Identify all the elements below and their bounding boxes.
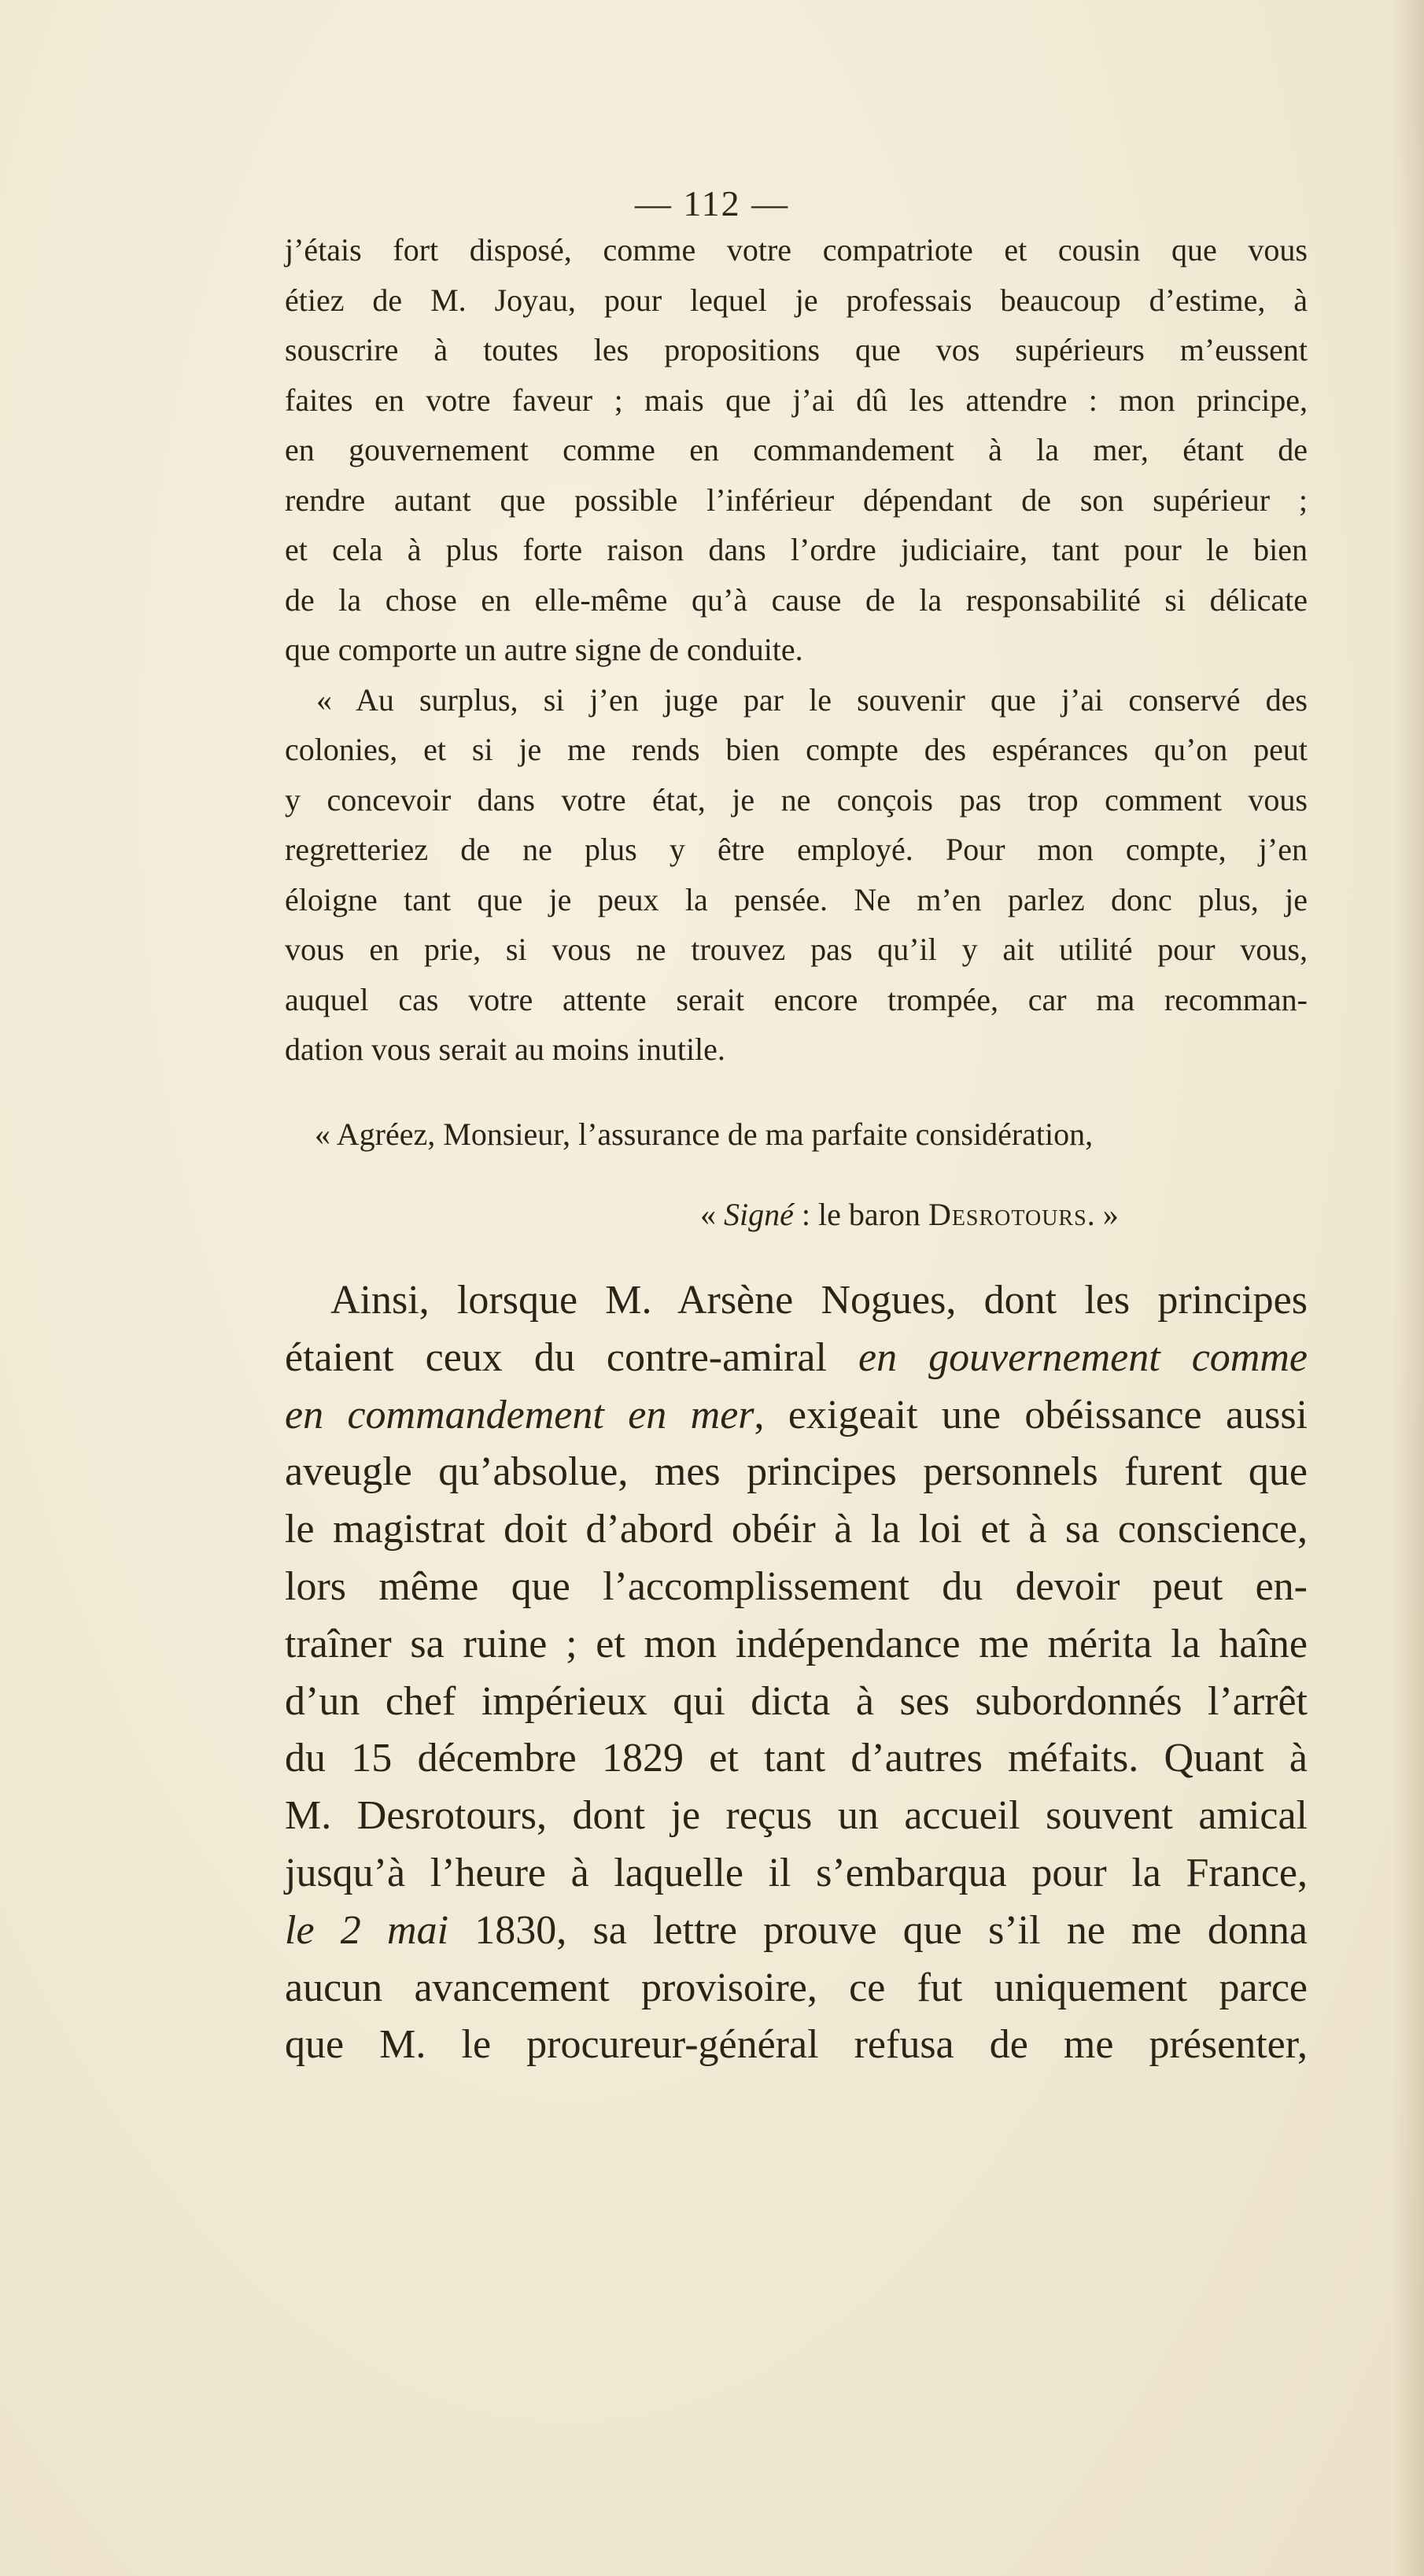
main-line [285,1330,1308,1387]
letter-line: et cela à plus forte raison dans l’ordre judiciaire, tant pour le bien [285,532,1308,567]
letter-closing: « Agréez, Monsieur, l’assurance de ma parfaite considération, [315,1116,1094,1152]
letter-line: que comporte un autre signe de conduite. [285,632,803,667]
main-line: lors même que l’accomplissement du devoir peut en- [285,1563,1308,1609]
letter-line: y concevoir dans votre état, je ne conçois pas trop comment vous [285,781,1308,817]
main-line: aveugle qu’absolue, mes principes personnels furent que [285,1449,1308,1495]
letter-line: faites en votre faveur ; mais que j’ai dû les attendre : mon principe, [285,382,1308,418]
letter-line: « Au surplus, si j’en juge par le souvenir que j’ai conservé des [316,681,1308,718]
main-line-text: Ainsi, lorsque M. Arsène Nogues, dont les principes [330,1278,1308,1323]
main-line: traîner sa ruine ; et mon indépendance me mérita la haîne [285,1621,1308,1666]
main-line-text: , exigeait une obéissance aussi [754,1392,1308,1437]
main-line [285,1902,1308,1960]
letter-line: de la chose en elle-même qu’à cause de la responsabilité si délicate [285,581,1308,618]
letter-body [285,225,1308,1075]
letter-line: éloigne tant que je peux la pensée. Ne m’en parlez donc plus, je [285,881,1308,917]
signature-colon: : le baron [793,1197,928,1232]
letter-line: rendre autant que possible l’inférieur dépendant de son supérieur ; [285,482,1308,518]
page-number: — 112 — [634,183,790,223]
main-line: jusqu’à l’heure à laquelle il s’embarqua pour la France, [285,1850,1308,1895]
signature-signe: Signé [724,1197,794,1232]
main-line: M. Desrotours, dont je reçus un accueil souvent amical [285,1793,1308,1839]
letter-line: vous en prie, si vous ne trouvez pas qu’il y ait utilité pour vous, [285,932,1308,967]
letter-line: étiez de M. Joyau, pour lequel je professais beaucoup d’estime, à [285,282,1308,318]
main-line-italic: en commandement en mer [285,1392,754,1437]
main-line-text: 1830, sa lettre prouve que s’il ne me donna [448,1907,1308,1953]
main-line-italic: en gouvernement comme [858,1334,1308,1380]
main-line: du 15 décembre 1829 et tant d’autres méfaits. Quant à [285,1736,1308,1781]
main-line: d’un chef impérieux qui dicta à ses subordonnés l’arrêt [285,1678,1308,1724]
letter-signature [700,1196,1119,1233]
letter-line: souscrire à toutes les propositions que vos supérieurs m’eussent [285,332,1308,367]
main-line [285,1272,1308,1330]
signature-name: Desrotours [928,1197,1087,1232]
main-line: aucun avancement provisoire, ce fut uniquement parce [285,1965,1308,2010]
main-line-text: étaient ceux du contre-amiral [285,1334,858,1380]
main-line: que M. le procureur-général refusa de me présenter, [285,2022,1308,2068]
letter-line: j’étais fort disposé, comme votre compatriote et cousin que vous [285,232,1308,268]
letter-line: colonies, et si je me rends bien compte des espérances qu’on peut [285,732,1308,767]
letter-line: auquel cas votre attente serait encore trompée, car ma recomman- [285,981,1308,1017]
main-line-italic: le 2 mai [285,1907,449,1953]
letter-line: en gouvernement comme en commandement à la mer, étant de [285,432,1308,467]
signature-open: « [700,1197,724,1232]
signature-close: . » [1086,1197,1119,1232]
main-text [285,1272,1308,2074]
letter-line: dation vous serait au moins inutile. [285,1032,725,1067]
main-line: le magistrat doit d’abord obéir à la loi et à sa conscience, [285,1507,1308,1552]
letter-line: regretteriez de ne plus y être employé. Pour mon compte, j’en [285,832,1308,867]
page-edge-shadow [1393,0,1424,2576]
main-line [285,1387,1308,1445]
